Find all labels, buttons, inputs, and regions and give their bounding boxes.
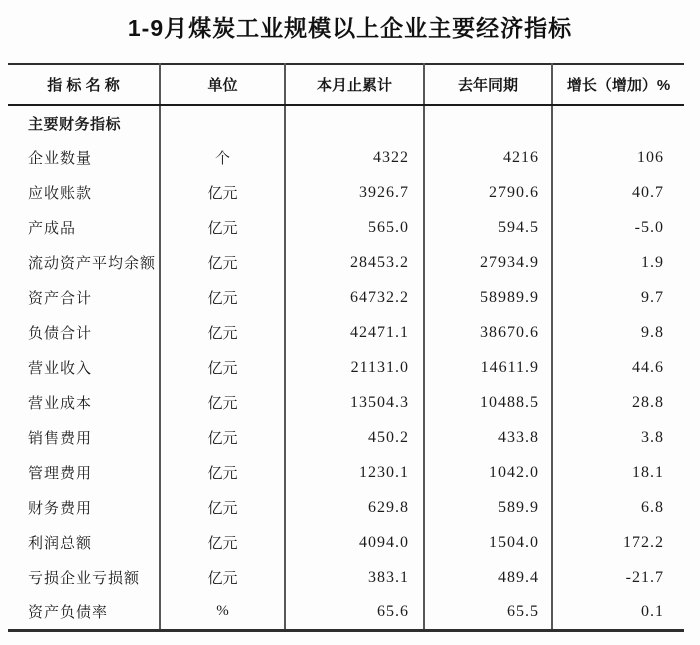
header-unit: 单位 <box>160 64 285 105</box>
header-indicator-name: 指 标 名 称 <box>8 64 160 105</box>
indicator-label-cell: 亏损企业亏损额 <box>8 560 160 595</box>
current-value-cell: 42471.1 <box>285 315 424 350</box>
growth-value-cell: -21.7 <box>625 568 664 586</box>
unit-cell: 个 <box>160 140 285 175</box>
table-row <box>8 525 684 560</box>
current-value-cell <box>285 105 424 140</box>
current-value-cell: 28453.2 <box>285 245 424 280</box>
indicator-label-cell: 产成品 <box>8 210 160 245</box>
unit-cell: 亿元 <box>160 455 285 490</box>
table-row <box>8 560 684 595</box>
header-growth-percent: 增长（增加）% <box>552 64 684 105</box>
indicator-label-cell: 主要财务指标 <box>8 105 160 140</box>
growth-value-cell: 3.8 <box>641 428 664 446</box>
previous-value-cell: 589.9 <box>424 490 552 525</box>
unit-cell: 亿元 <box>160 210 285 245</box>
previous-value-cell: 14611.9 <box>424 350 552 385</box>
unit-cell <box>160 105 285 140</box>
unit-cell: 亿元 <box>160 280 285 315</box>
current-value-cell: 21131.0 <box>285 350 424 385</box>
growth-value-cell: 106 <box>637 148 664 166</box>
current-value-cell: 65.6 <box>285 595 424 630</box>
previous-value-cell: 1504.0 <box>424 525 552 560</box>
indicator-label-cell: 营业收入 <box>8 350 160 385</box>
table-row <box>8 385 684 420</box>
growth-value-cell: 172.2 <box>623 533 664 551</box>
previous-value-cell: 58989.9 <box>424 280 552 315</box>
table-body <box>8 105 684 630</box>
table-row <box>8 420 684 455</box>
indicator-label-cell: 资产合计 <box>8 280 160 315</box>
unit-cell: 亿元 <box>160 315 285 350</box>
growth-value-cell: 0.1 <box>641 602 664 620</box>
table-row <box>8 350 684 385</box>
unit-cell: 亿元 <box>160 385 285 420</box>
table-row <box>8 595 684 630</box>
unit-cell: 亿元 <box>160 490 285 525</box>
growth-value-cell <box>552 105 684 140</box>
previous-value-cell: 594.5 <box>424 210 552 245</box>
growth-value-cell: 28.8 <box>632 393 664 411</box>
unit-cell: % <box>160 595 285 630</box>
indicator-label-cell: 流动资产平均余额 <box>8 245 160 280</box>
current-value-cell: 4322 <box>285 140 424 175</box>
previous-value-cell: 27934.9 <box>424 245 552 280</box>
current-value-cell: 1230.1 <box>285 455 424 490</box>
current-value-cell: 629.8 <box>285 490 424 525</box>
growth-value-cell: 9.7 <box>641 288 664 306</box>
indicators-table <box>8 63 684 632</box>
table-row <box>8 175 684 210</box>
previous-value-cell: 10488.5 <box>424 385 552 420</box>
previous-value-cell: 65.5 <box>424 595 552 630</box>
table-row <box>8 210 684 245</box>
indicator-label-cell: 财务费用 <box>8 490 160 525</box>
table-row <box>8 315 684 350</box>
current-value-cell: 3926.7 <box>285 175 424 210</box>
unit-cell: 亿元 <box>160 175 285 210</box>
previous-value-cell <box>424 105 552 140</box>
current-value-cell: 13504.3 <box>285 385 424 420</box>
header-same-period-last-year: 去年同期 <box>424 64 552 105</box>
previous-value-cell: 4216 <box>424 140 552 175</box>
current-value-cell: 383.1 <box>285 560 424 595</box>
indicator-label-cell: 管理费用 <box>8 455 160 490</box>
growth-value-cell: 6.8 <box>641 498 664 516</box>
indicator-label-cell: 资产负债率 <box>8 595 160 630</box>
table-row <box>8 280 684 315</box>
growth-value-cell: 9.8 <box>641 323 664 341</box>
previous-value-cell: 433.8 <box>424 420 552 455</box>
page-title: 1-9月煤炭工业规模以上企业主要经济指标 <box>127 15 573 41</box>
indicator-label-cell: 企业数量 <box>8 140 160 175</box>
indicator-label-cell: 应收账款 <box>8 175 160 210</box>
unit-cell: 亿元 <box>160 245 285 280</box>
table-row <box>8 140 684 175</box>
growth-value-cell: 44.6 <box>632 358 664 376</box>
indicator-label-cell: 负债合计 <box>8 315 160 350</box>
growth-value-cell: 40.7 <box>632 183 664 201</box>
current-value-cell: 4094.0 <box>285 525 424 560</box>
unit-cell: 亿元 <box>160 350 285 385</box>
header-current-cumulative: 本月止累计 <box>285 64 424 105</box>
current-value-cell: 64732.2 <box>285 280 424 315</box>
indicator-label-cell: 销售费用 <box>8 420 160 455</box>
previous-value-cell: 2790.6 <box>424 175 552 210</box>
indicator-label-cell: 利润总额 <box>8 525 160 560</box>
unit-cell: 亿元 <box>160 525 285 560</box>
current-value-cell: 565.0 <box>285 210 424 245</box>
growth-value-cell: 1.9 <box>641 253 664 271</box>
table-row <box>8 490 684 525</box>
table-row <box>8 105 684 140</box>
previous-value-cell: 38670.6 <box>424 315 552 350</box>
unit-cell: 亿元 <box>160 560 285 595</box>
growth-value-cell: 18.1 <box>632 463 664 481</box>
table-row <box>8 245 684 280</box>
previous-value-cell: 1042.0 <box>424 455 552 490</box>
current-value-cell: 450.2 <box>285 420 424 455</box>
indicator-label-cell: 营业成本 <box>8 385 160 420</box>
table-row <box>8 455 684 490</box>
growth-value-cell: -5.0 <box>634 218 664 236</box>
previous-value-cell: 489.4 <box>424 560 552 595</box>
unit-cell: 亿元 <box>160 420 285 455</box>
table-header-row <box>8 64 684 105</box>
